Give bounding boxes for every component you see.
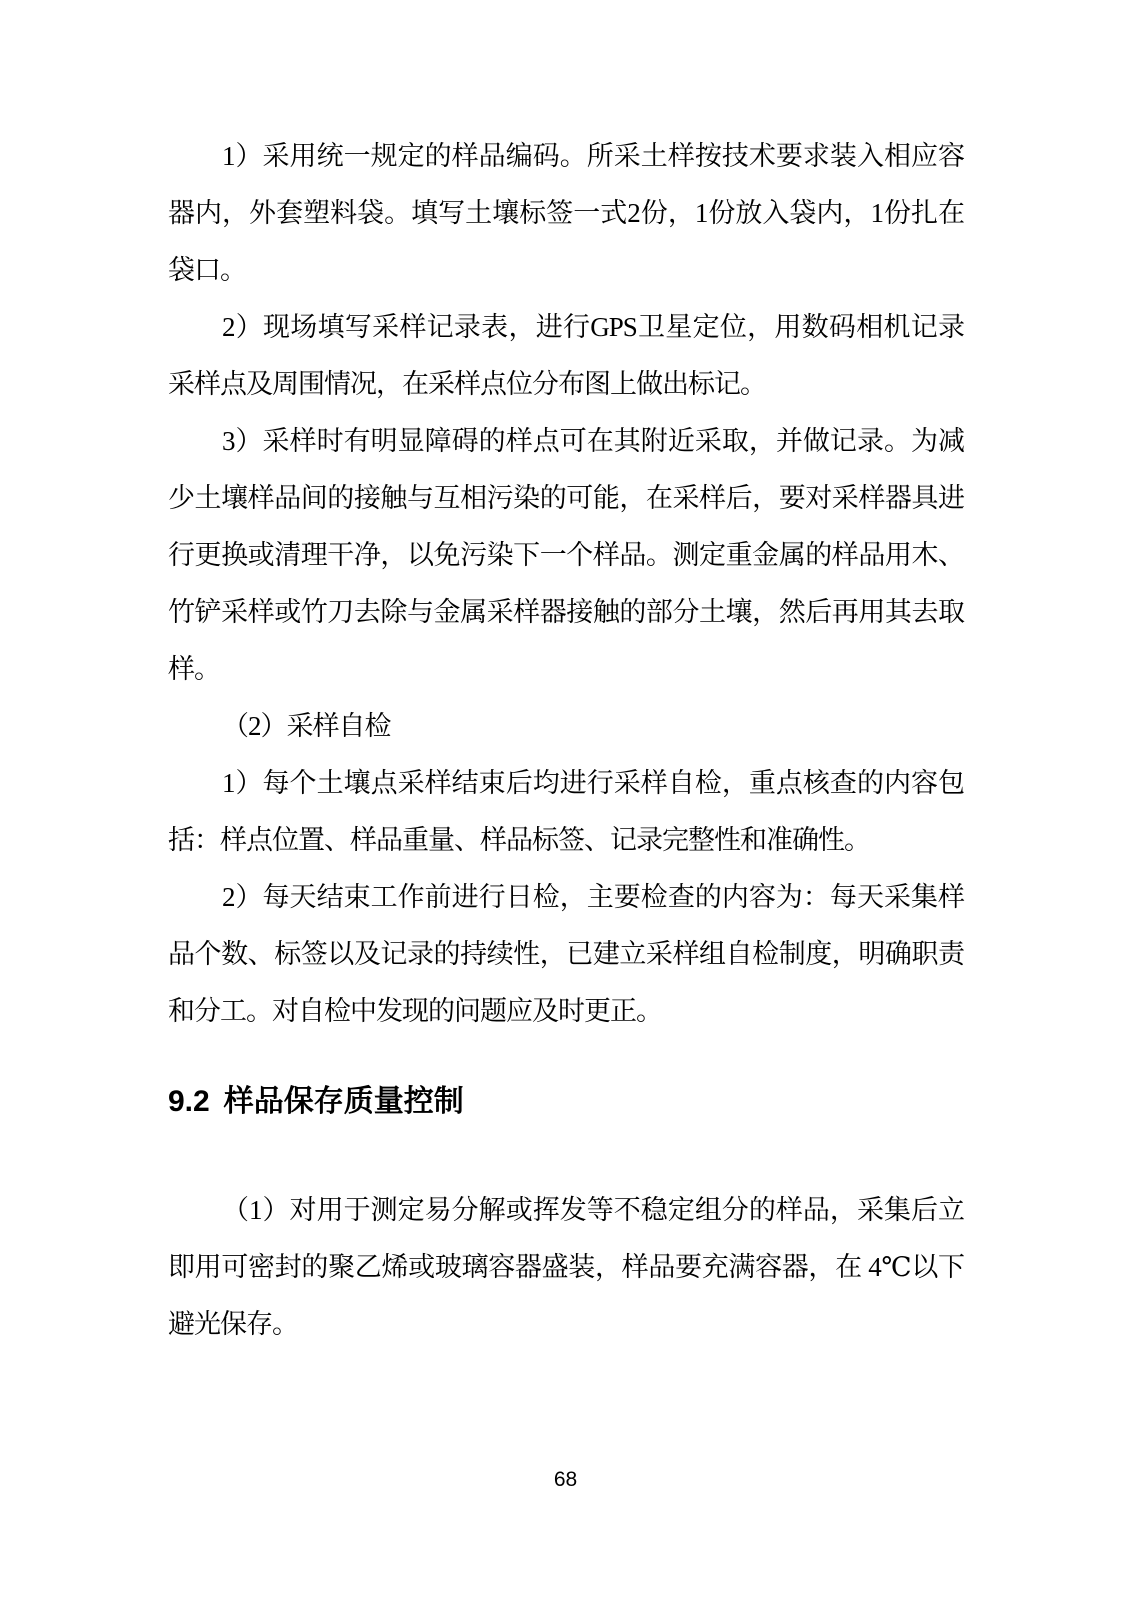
paragraph bbox=[168, 755, 964, 869]
paragraph-line: 和分工。对自检中发现的问题应及时更正。 bbox=[168, 996, 662, 1026]
paragraph bbox=[168, 1182, 964, 1353]
paragraph bbox=[168, 413, 964, 698]
paragraph-line: 1）采用统一规定的样品编码。所采土样按技术要求装入相应容 bbox=[222, 141, 964, 171]
document-body bbox=[168, 128, 964, 1353]
paragraph-line: （2）采样自检 bbox=[222, 711, 391, 741]
section-heading-title: 样品保存质量控制 bbox=[223, 1085, 464, 1118]
paragraph-line: 器内，外套塑料袋。填写土壤标签一式2份，1份放入袋内，1份扎在 bbox=[168, 198, 964, 228]
paragraph-line: 袋口。 bbox=[168, 255, 246, 285]
paragraph-line: 行更换或清理干净，以免污染下一个样品。测定重金属的样品用木、 bbox=[168, 540, 964, 570]
paragraph bbox=[168, 698, 964, 755]
paragraph bbox=[168, 869, 964, 1040]
paragraph-line: 2）每天结束工作前进行日检，主要检查的内容为：每天采集样 bbox=[222, 882, 964, 912]
paragraph-line: 少土壤样品间的接触与互相污染的可能，在采样后，要对采样器具进 bbox=[168, 483, 964, 513]
section-heading bbox=[168, 1080, 964, 1124]
paragraph-line: 采样点及周围情况，在采样点位分布图上做出标记。 bbox=[168, 369, 766, 399]
paragraph-line: 1）每个土壤点采样结束后均进行采样自检，重点核查的内容包 bbox=[222, 768, 964, 798]
paragraph-line: （1）对用于测定易分解或挥发等不稳定组分的样品，采集后立 bbox=[222, 1195, 964, 1225]
paragraph-line: 3）采样时有明显障碍的样点可在其附近采取，并做记录。为减 bbox=[222, 426, 964, 456]
paragraph-line: 竹铲采样或竹刀去除与金属采样器接触的部分土壤，然后再用其去取 bbox=[168, 597, 964, 627]
paragraph-line: 品个数、标签以及记录的持续性，已建立采样组自检制度，明确职责 bbox=[168, 939, 964, 969]
paragraph-line: 样。 bbox=[168, 654, 220, 684]
paragraph bbox=[168, 128, 964, 299]
page-number: 68 bbox=[553, 1468, 578, 1491]
paragraph-line: 即用可密封的聚乙烯或玻璃容器盛装，样品要充满容器，在 4℃以下 bbox=[168, 1252, 964, 1282]
section-heading-number: 9.2 bbox=[168, 1085, 210, 1118]
paragraph-line: 2）现场填写采样记录表，进行GPS卫星定位，用数码相机记录 bbox=[222, 312, 964, 342]
paragraph-line: 括：样点位置、样品重量、样品标签、记录完整性和准确性。 bbox=[168, 825, 870, 855]
paragraph bbox=[168, 299, 964, 413]
paragraph-line: 避光保存。 bbox=[168, 1309, 298, 1339]
